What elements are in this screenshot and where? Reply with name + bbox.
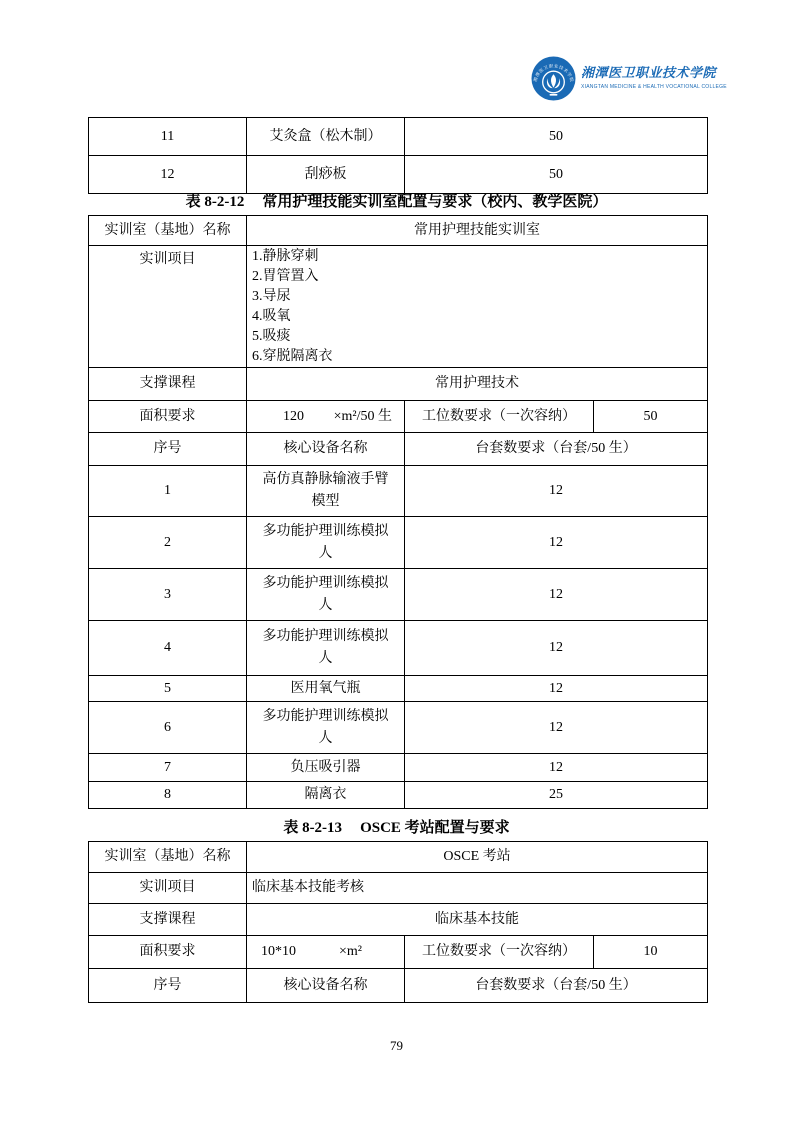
equipment-row <box>89 782 708 809</box>
station-count-value: 10 <box>594 936 708 969</box>
equipment-name: 艾灸盒（松木制） <box>247 118 405 156</box>
area-label: 面积要求 <box>89 936 247 969</box>
equipment-row <box>89 569 708 621</box>
training-project-label: 实训项目 <box>89 246 247 368</box>
table-row <box>89 118 708 156</box>
equipment-row <box>89 702 708 754</box>
table-8-2-12 <box>88 215 708 809</box>
equipment-table-continued <box>88 117 708 194</box>
equipment-no: 11 <box>89 118 247 156</box>
sn-header: 序号 <box>89 969 247 1003</box>
equipment-name: 医用氧气瓶 <box>247 676 405 702</box>
sn-header: 序号 <box>89 433 247 466</box>
equipment-no: 2 <box>89 517 247 569</box>
equipment-no: 7 <box>89 754 247 782</box>
training-project-list <box>247 246 708 368</box>
support-course-row <box>89 904 708 936</box>
area-value-cell <box>247 401 405 433</box>
table-number: 表 8-2-13 <box>283 820 343 836</box>
support-course-value: 常用护理技术 <box>247 368 708 401</box>
support-course-value: 临床基本技能 <box>247 904 708 936</box>
equipment-name: 高仿真静脉输液手臂模型 <box>247 466 405 517</box>
equipment-header-row <box>89 433 708 466</box>
room-name-value: OSCE 考站 <box>247 842 708 873</box>
table-row <box>89 156 708 194</box>
equipment-row <box>89 621 708 676</box>
support-course-label: 支撑课程 <box>89 904 247 936</box>
table-title-text: OSCE 考站配置与要求 <box>360 820 510 836</box>
training-project-row <box>89 873 708 904</box>
equipment-no: 5 <box>89 676 247 702</box>
area-unit: ×m² <box>339 944 362 959</box>
device-header: 核心设备名称 <box>247 433 405 466</box>
station-count-value: 50 <box>594 401 708 433</box>
emblem-arc-text: 湘潭医卫职业技术学院 <box>532 63 575 83</box>
device-header: 核心设备名称 <box>247 969 405 1003</box>
room-name-label: 实训室（基地）名称 <box>89 216 247 246</box>
equipment-qty: 25 <box>405 782 708 809</box>
project-item: 3.导尿 <box>252 288 291 304</box>
equipment-row <box>89 466 708 517</box>
equipment-name: 刮痧板 <box>247 156 405 194</box>
equipment-qty: 12 <box>405 702 708 754</box>
equipment-no: 12 <box>89 156 247 194</box>
equipment-row <box>89 517 708 569</box>
equipment-qty: 12 <box>405 754 708 782</box>
area-value-cell <box>247 936 405 969</box>
equipment-no: 8 <box>89 782 247 809</box>
equipment-no: 4 <box>89 621 247 676</box>
equipment-row <box>89 676 708 702</box>
equipment-no: 1 <box>89 466 247 517</box>
room-name-row <box>89 216 708 246</box>
table-8-2-13-title <box>0 818 793 838</box>
college-name-zh: 湘潭医卫职业技术学院 <box>581 65 717 80</box>
training-project-row <box>89 246 708 368</box>
equipment-name: 多功能护理训练模拟人 <box>247 517 405 569</box>
equipment-header-row <box>89 969 708 1003</box>
equipment-qty: 12 <box>405 466 708 517</box>
equipment-qty: 50 <box>405 156 708 194</box>
equipment-qty: 12 <box>405 517 708 569</box>
area-label: 面积要求 <box>89 401 247 433</box>
equipment-name: 多功能护理训练模拟人 <box>247 621 405 676</box>
room-name-label: 实训室（基地）名称 <box>89 842 247 873</box>
table-8-2-12-title <box>0 192 793 212</box>
equipment-row <box>89 754 708 782</box>
support-course-label: 支撑课程 <box>89 368 247 401</box>
project-item: 6.穿脱隔离衣 <box>252 348 333 364</box>
station-count-label: 工位数要求（一次容纳） <box>405 401 594 433</box>
equipment-qty: 12 <box>405 569 708 621</box>
station-count-label: 工位数要求（一次容纳） <box>405 936 594 969</box>
qty-header: 台套数要求（台套/50 生） <box>405 433 708 466</box>
area-value: 120 <box>283 408 304 424</box>
college-name-en: XIANGTAN MEDICINE & HEALTH VOCATIONAL COLLEGE <box>581 84 727 90</box>
qty-header: 台套数要求（台套/50 生） <box>405 969 708 1003</box>
area-value: 10*10 <box>261 944 296 959</box>
area-requirement-row <box>89 936 708 969</box>
project-item: 1.静脉穿刺 <box>252 248 319 264</box>
equipment-name: 负压吸引器 <box>247 754 405 782</box>
room-name-row <box>89 842 708 873</box>
project-item: 5.吸痰 <box>252 328 291 344</box>
room-name-value: 常用护理技能实训室 <box>247 216 708 246</box>
area-unit: ×m²/50 生 <box>333 408 392 424</box>
table-title-text: 常用护理技能实训室配置与要求（校内、教学医院） <box>262 194 608 210</box>
equipment-qty: 50 <box>405 118 708 156</box>
training-project-value: 临床基本技能考核 <box>247 873 708 904</box>
area-requirement-row <box>89 401 708 433</box>
equipment-no: 3 <box>89 569 247 621</box>
equipment-qty: 12 <box>405 676 708 702</box>
equipment-no: 6 <box>89 702 247 754</box>
page-number: 79 <box>390 1038 403 1053</box>
college-logo <box>531 56 727 101</box>
table-8-2-13 <box>88 841 708 1003</box>
project-item: 2.胃管置入 <box>252 268 319 284</box>
support-course-row <box>89 368 708 401</box>
table-number: 表 8-2-12 <box>185 194 245 210</box>
equipment-qty: 12 <box>405 621 708 676</box>
equipment-name: 多功能护理训练模拟人 <box>247 702 405 754</box>
college-name-block <box>581 56 727 90</box>
college-emblem-icon <box>531 56 576 101</box>
project-item: 4.吸氧 <box>252 308 291 324</box>
training-project-label: 实训项目 <box>89 873 247 904</box>
equipment-name: 多功能护理训练模拟人 <box>247 569 405 621</box>
equipment-name: 隔离衣 <box>247 782 405 809</box>
